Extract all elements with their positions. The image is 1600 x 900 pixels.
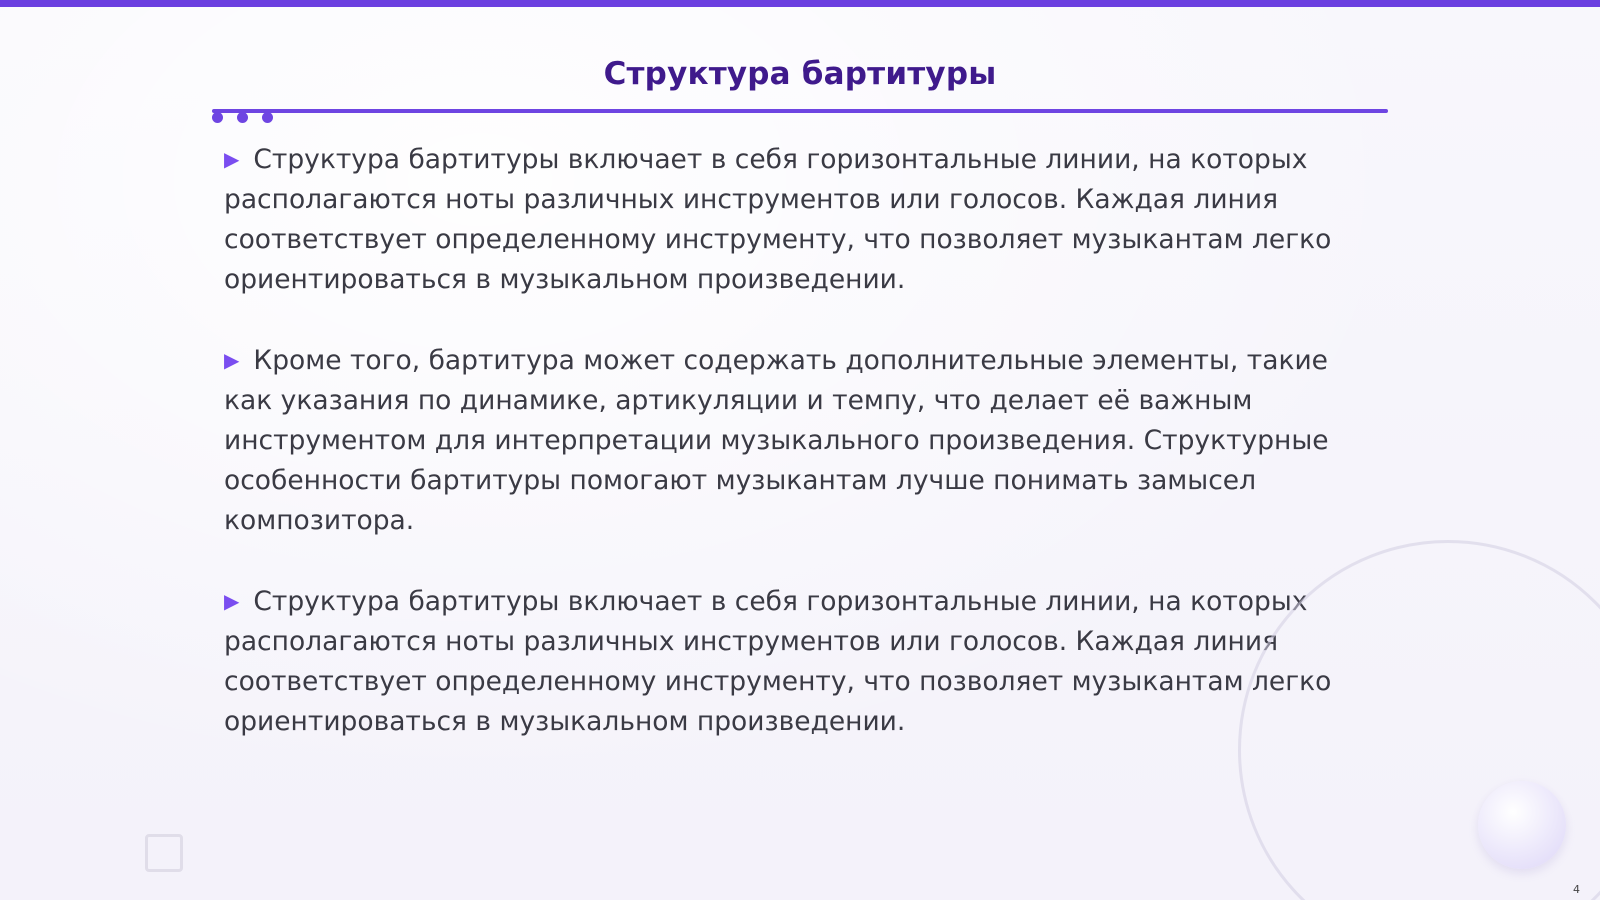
- decorative-square: [145, 834, 183, 872]
- bullet-text: Структура бартитуры включает в себя горизонтальные линии, на которых располагаются ноты различных инструментов или голосов. Каждая линия соответствует определенному инструменту, что позволяет музыкантам легко ориентироваться в музыкальном произведении.: [224, 144, 1332, 295]
- bullet-text: Структура бартитуры включает в себя горизонтальные линии, на которых располагаются ноты различных инструментов или голосов. Каждая линия соответствует определенному инструменту, что позволяет музыкантам легко ориентироваться в музыкальном произведении.: [224, 586, 1332, 737]
- dot-decoration: [237, 112, 248, 123]
- bullet-item: [224, 139, 1354, 300]
- bullet-item: [224, 340, 1354, 541]
- bullet-list: [224, 139, 1354, 782]
- dot-decoration: [212, 112, 223, 123]
- page-number: 4: [1573, 883, 1580, 896]
- decorative-sphere: [1478, 781, 1566, 869]
- bullet-text: Кроме того, бартитура может содержать дополнительные элементы, такие как указания по динамике, артикуляции и темпу, что делает её важным инструментом для интерпретации музыкального произведения. Структурные особенности бартитуры помогают музыкантам лучше понимать замысел композитора.: [224, 345, 1329, 536]
- dot-decoration: [262, 112, 273, 123]
- title-underline: [212, 109, 1388, 113]
- top-accent-bar: [0, 0, 1600, 7]
- slide-title: Структура бартитуры: [603, 56, 997, 92]
- title-dots: [212, 112, 273, 124]
- bullet-item: [224, 581, 1354, 742]
- triangle-right-icon: ▶: [224, 348, 240, 372]
- triangle-right-icon: ▶: [224, 589, 240, 613]
- triangle-right-icon: ▶: [224, 147, 240, 171]
